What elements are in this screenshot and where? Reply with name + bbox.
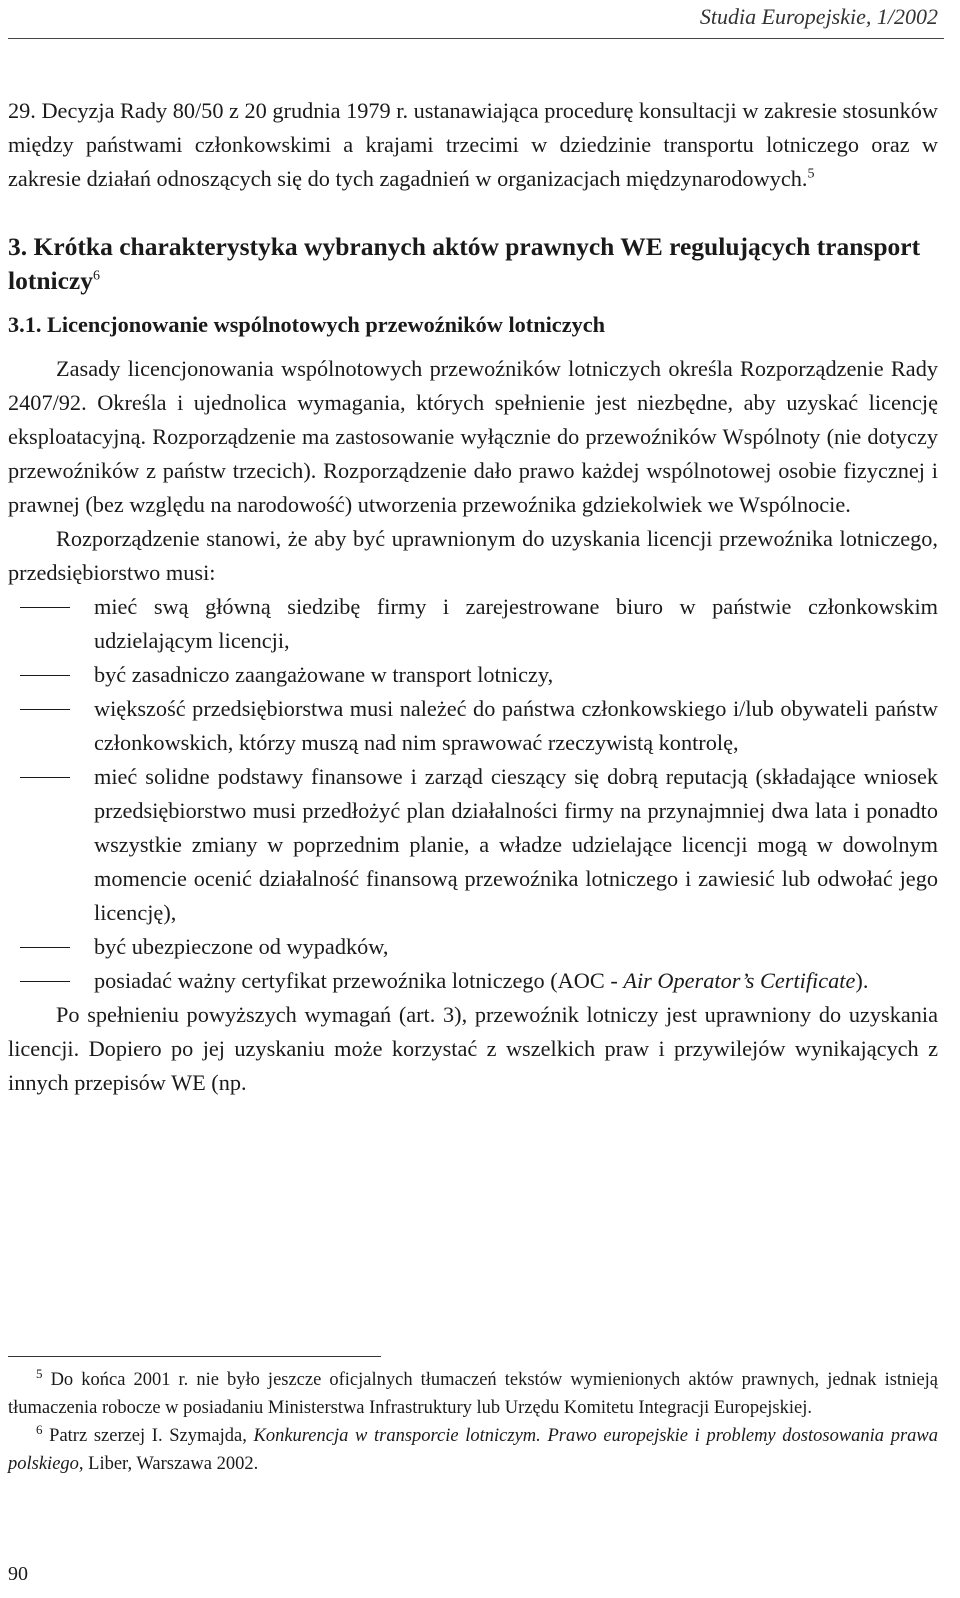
list-item-text: większość przedsiębiorstwa musi należeć do państwa członkowskiego i/lub obywateli państw członkowskich, którzy muszą nad nim sprawować rzeczywistą kontrolę, [94,696,938,755]
list-item [8,964,938,998]
list-item [8,760,938,930]
footnote-6-after: , Liber, Warszawa 2002. [78,1454,259,1474]
footnote-5-text: Do końca 2001 r. nie było jeszcze oficjalnych tłumaczeń tekstów wymienionych aktów prawnych, jednak istnieją tłumaczenia robocze w posiadaniu Ministerstwa Infrastruktury lub Urzędu Komitetu Integracji Europejskiej. [8,1370,939,1418]
list-item [8,930,938,964]
list-item [8,658,938,692]
list-item [8,692,938,760]
journal-title: Studia Europejskie, 1/2002 [699,4,938,29]
list-item-text: być ubezpieczone od wypadków, [94,934,389,959]
footnote-ref-6[interactable]: 6 [92,268,100,284]
footnote-6-number: 6 [36,1421,43,1437]
section-3-1-heading: 3.1. Licencjonowanie wspólnotowych przewoźników lotniczych [8,312,606,337]
footnote-5-number: 5 [36,1365,43,1381]
section-3-heading [8,230,938,298]
list-item-aoc-italic: Air Operator’s Certificate [623,968,856,993]
licensing-paragraph-2: Rozporządzenie stanowi, że aby być uprawnionym do uzyskania licencji przewoźnika lotniczego, przedsiębiorstwo musi: [8,526,938,585]
footnotes [8,1366,938,1478]
list-item [8,590,938,658]
footnote-ref-5[interactable]: 5 [807,166,815,182]
footnote-rule [8,1356,381,1357]
list-item-text: mieć solidne podstawy finansowe i zarząd cieszący się dobrą reputacją (składające wniosek przedsiębiorstwo musi przedłożyć plan działalności firmy na przynajmniej dwa lata i ponadto wszystkie zmiany w poprzednim planie, a władze udzielające licencji mogą w dowolnym momencie ocenić działalność finansową przewoźnika lotniczego i zawiesić lub odwołać jego licencję), [94,764,938,925]
list-item-aoc-after: ). [855,968,869,993]
header-rule [8,38,944,39]
licensing-paragraph-1: Zasady licencjonowania wspólnotowych przewoźników lotniczych określa Rozporządzenie Rady 2407/92. Określa i ujednolica wymagania, których spełnienie jest niezbędne, aby uzyskać licencję eksploatacyjną. Rozporządzenie ma zastosowanie wyłącznie do przewoźników Wspólnoty (nie dotyczy przewoźników z państw trzecich). Rozporządzenie dało prawo każdej wspólnotowej osobie fizycznej i prawnej (bez względu na narodowość) utworzenia przewoźnika gdziekolwiek we Wspólnocie. [8,356,938,517]
page-body [8,94,938,1100]
footnote-5 [8,1366,938,1422]
requirements-list [8,590,938,998]
running-header [0,0,960,40]
footnote-6-before: Patrz szerzej I. Szymajda, [49,1426,254,1446]
page-number: 90 [8,1563,28,1585]
footnote-6-title: Konkurencja w transporcie lotniczym. Prawo europejskie i problemy dostosowania prawa polskiego [8,1426,938,1474]
paragraph-29-text: 29. Decyzja Rady 80/50 z 20 grudnia 1979 r. ustanawiająca procedurę konsultacji w zakresie stosunków między państwami członkowskimi a krajami trzecimi w dziedzinie transportu lotniczego oraz w zakresie działań odnoszących się do tych zagadnień w organizacjach międzynarodowych. [8,98,939,191]
list-item-text: mieć swą główną siedzibę firmy i zarejestrowane biuro w państwie członkowskim udzielającym licencji, [94,594,938,653]
footnote-6 [8,1422,938,1478]
paragraph-29 [8,94,938,196]
section-3-heading-text: 3. Krótka charakterystyka wybranych aktów prawnych WE regulujących transport lotniczy [8,232,921,295]
licensing-paragraph-3: Po spełnieniu powyższych wymagań (art. 3), przewoźnik lotniczy jest uprawniony do uzyskania licencji. Dopiero po jej uzyskaniu może korzystać z wszelkich praw i przywilejów wynikających z innych przepisów WE (np. [8,1002,938,1095]
list-item-aoc-before: posiadać ważny certyfikat przewoźnika lotniczego (AOC - [94,968,624,993]
list-item-text: być zasadniczo zaangażowane w transport lotniczy, [94,662,554,687]
